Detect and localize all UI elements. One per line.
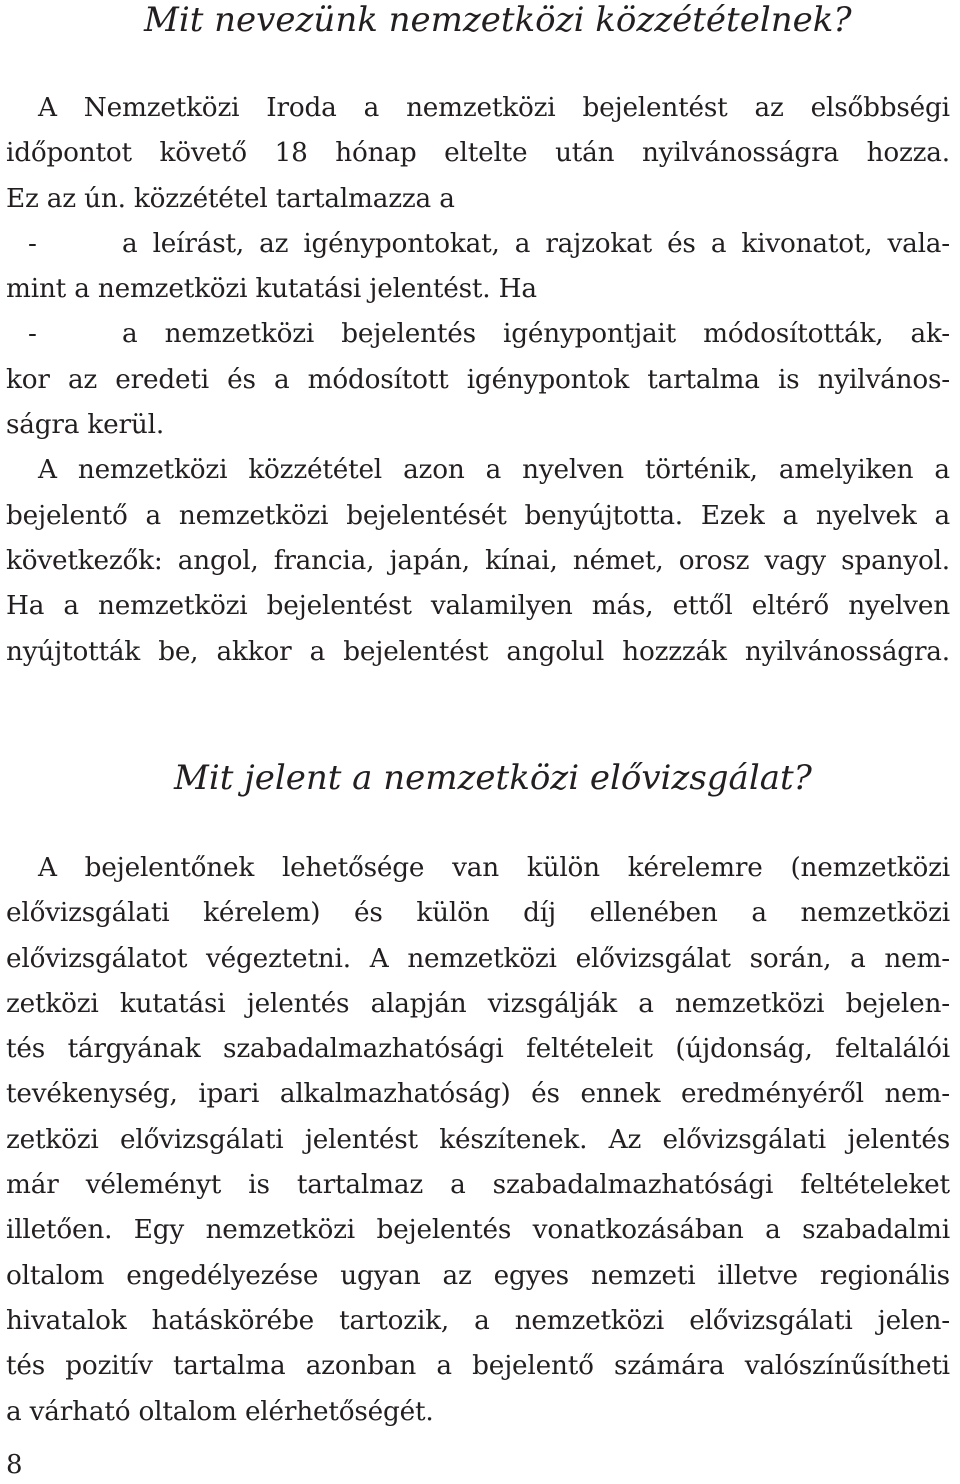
word: során, <box>749 943 832 974</box>
word: elővizsgálati <box>662 1124 826 1155</box>
word: nyújtották <box>6 636 141 667</box>
word: kérelem) <box>203 898 321 929</box>
paragraph-line: Ez az ún. közzététel tartalmazza a <box>6 183 455 214</box>
word: ellenében <box>589 898 718 929</box>
word: engedélyezése <box>126 1260 319 1291</box>
word: leírást, <box>152 228 245 259</box>
word: bejelentőnek <box>84 853 255 883</box>
paragraph-line <box>6 1072 950 1117</box>
word: regionális <box>819 1260 950 1291</box>
word: kor <box>6 364 50 395</box>
word: díj <box>523 898 556 929</box>
word: egyes <box>493 1260 569 1291</box>
word: ettől <box>672 591 733 622</box>
word: elővizsgálati <box>6 898 170 929</box>
word: a <box>309 636 326 667</box>
word: a <box>751 898 767 929</box>
word: a <box>122 319 138 350</box>
word: a <box>363 93 380 123</box>
word: már <box>6 1170 59 1201</box>
word: spanyol. <box>841 545 950 576</box>
word: hónap <box>335 138 417 169</box>
word: tevékenység, <box>6 1079 178 1110</box>
section-heading-publication: Mit nevezünk nemzetközi közzétételnek? <box>144 0 852 40</box>
word: ak- <box>910 319 950 350</box>
word: nemzetközi <box>77 455 228 486</box>
paragraph-line <box>6 358 950 403</box>
word: nemzetközi <box>407 943 557 974</box>
word: és <box>531 1079 560 1110</box>
word: jelentés <box>246 988 350 1019</box>
word: orosz <box>678 545 750 576</box>
word: nyilvános- <box>817 364 950 395</box>
word: és <box>227 364 256 395</box>
word: pozitív <box>65 1351 153 1382</box>
word: a <box>273 364 290 395</box>
word: nemzetközi <box>800 898 950 929</box>
word: módosított <box>307 364 449 395</box>
word: bejelen- <box>845 988 950 1019</box>
word: amelyiken <box>778 455 914 486</box>
word: hozzzák <box>622 636 727 667</box>
word: nemzetközi <box>674 988 825 1019</box>
word: eredményéről <box>681 1079 864 1110</box>
word: bejelentést <box>343 636 489 667</box>
word: a <box>122 228 138 259</box>
word: kutatási <box>119 988 226 1019</box>
word: bejelentő <box>472 1351 594 1382</box>
word: 18 <box>274 138 308 169</box>
word: zetközi <box>6 1124 99 1155</box>
word: tartozik, <box>339 1305 450 1336</box>
word: a <box>638 988 654 1019</box>
paragraph-line <box>6 937 950 982</box>
paragraph-line <box>6 448 950 493</box>
paragraph-line <box>6 1118 950 1163</box>
word: Egy <box>133 1215 185 1246</box>
paragraph-line <box>6 131 950 176</box>
word: hozza. <box>866 138 950 169</box>
paragraph-line <box>6 982 950 1027</box>
word: szabadalmazhatósági <box>492 1170 774 1201</box>
word: vizsgálják <box>487 988 618 1019</box>
paragraph-line <box>6 86 950 131</box>
word: a <box>514 228 531 259</box>
word: tartalmaz <box>296 1170 423 1201</box>
word: A <box>38 93 57 123</box>
word: (nemzetközi <box>790 853 950 883</box>
word: igénypontokat, <box>303 228 500 259</box>
word: az <box>442 1260 472 1291</box>
paragraph-line <box>6 1254 950 1299</box>
word: bejelentő <box>6 500 128 531</box>
word: nyelven <box>848 591 950 622</box>
word: a <box>782 500 798 531</box>
word: angolul <box>506 636 605 667</box>
section-body-publication <box>6 86 950 675</box>
paragraph-line <box>6 584 950 629</box>
word: jelen- <box>877 1305 950 1336</box>
word: szabadalmi <box>802 1215 950 1246</box>
list-item-text <box>122 222 950 267</box>
word: ugyan <box>340 1260 421 1291</box>
word: külön <box>416 898 490 929</box>
word: A <box>38 455 57 486</box>
word: Iroda <box>266 93 337 123</box>
word: a <box>850 943 866 974</box>
word: tartalma <box>172 1351 286 1382</box>
paragraph-line <box>6 1027 950 1072</box>
word: a <box>450 1170 466 1201</box>
word: nemzetközi <box>164 319 315 350</box>
word: és <box>667 228 696 259</box>
word: bejelentés <box>376 1215 512 1246</box>
word: tárgyának <box>67 1034 201 1065</box>
word: ennek <box>580 1079 661 1110</box>
word: Ha <box>6 591 45 622</box>
paragraph-line <box>6 222 950 267</box>
word: Nemzetközi <box>83 93 240 123</box>
word: vagy <box>764 545 826 576</box>
word: igénypontjait <box>503 319 676 350</box>
word: Ezek <box>700 500 765 531</box>
word: nem- <box>884 943 950 974</box>
word: zetközi <box>6 988 99 1019</box>
word: francia, <box>273 545 375 576</box>
word: kínai, <box>485 545 558 576</box>
word: és <box>354 898 383 929</box>
word: (újdonság, <box>675 1034 813 1065</box>
paragraph-line <box>6 630 950 675</box>
section-body-preliminary-examination <box>6 846 950 1435</box>
word: nemzetközi <box>98 591 248 622</box>
word: valószínűsítheti <box>744 1351 950 1382</box>
word: nem- <box>884 1079 950 1110</box>
word: Az <box>608 1124 642 1155</box>
paragraph-line <box>6 1208 950 1253</box>
word: után <box>555 138 615 169</box>
word: a <box>436 1351 452 1382</box>
word: a <box>934 500 950 531</box>
word: nyelven <box>522 455 624 486</box>
word: az <box>67 364 98 395</box>
word: szabadalmazhatósági <box>223 1034 504 1065</box>
word: benyújtotta. <box>524 500 683 531</box>
paragraph-line <box>6 1163 950 1208</box>
word: bejelentést <box>582 93 728 123</box>
word: valamilyen <box>430 591 573 622</box>
word: alkalmazhatóság) <box>279 1079 511 1110</box>
word: eredeti <box>115 364 209 395</box>
word: elsőbbségi <box>810 93 950 123</box>
word: azon <box>403 455 465 486</box>
word: eltérő <box>751 591 830 622</box>
word: elővizsgálati <box>120 1124 284 1155</box>
word: vonatkozásában <box>532 1215 744 1246</box>
word: ipari <box>198 1079 260 1110</box>
word: hivatalok <box>6 1305 127 1336</box>
word: számára <box>613 1351 725 1382</box>
word: végeztetni. <box>206 943 351 974</box>
word: elővizsgálat <box>575 943 731 974</box>
word: történik, <box>644 455 758 486</box>
word: illetve <box>717 1260 798 1291</box>
page-number: 8 <box>6 1450 23 1480</box>
paragraph-line: a várható oltalom elérhetőségét. <box>6 1396 434 1427</box>
word: követő <box>159 138 247 169</box>
word: elővizsgálati <box>689 1305 853 1336</box>
paragraph-line <box>6 891 950 936</box>
paragraph-line <box>6 1299 950 1344</box>
word: eltelte <box>444 138 528 169</box>
word: be, <box>158 636 199 667</box>
word: a <box>765 1215 781 1246</box>
word: tés <box>6 1351 46 1382</box>
word: oltalom <box>6 1260 105 1291</box>
word: nyelvek <box>815 500 917 531</box>
paragraph-line <box>6 312 950 357</box>
word: A <box>38 853 57 883</box>
word: bejelentését <box>346 500 507 531</box>
word: lehetősége <box>281 853 425 883</box>
word: tés <box>6 1034 46 1065</box>
paragraph-line: mint a nemzetközi kutatási jelentést. Ha <box>6 274 537 305</box>
word: a <box>474 1305 490 1336</box>
word: az <box>259 228 289 259</box>
paragraph-line <box>6 846 950 891</box>
word: feltételeket <box>800 1170 950 1201</box>
paragraph-line <box>6 1344 950 1389</box>
word: véleményt <box>85 1170 222 1201</box>
word: illetően. <box>6 1215 113 1246</box>
word: készítenek. <box>439 1124 588 1155</box>
word: akkor <box>216 636 292 667</box>
word: igénypontok <box>466 364 630 395</box>
paragraph-line <box>6 539 950 584</box>
word: van <box>452 853 499 883</box>
paragraph-line: ságra kerül. <box>6 410 164 441</box>
word: alapján <box>370 988 467 1019</box>
word: nemzetközi <box>406 93 556 123</box>
word: is <box>777 364 800 395</box>
list-item-text <box>122 312 950 357</box>
word: rajzokat <box>545 228 652 259</box>
paragraph-line <box>6 494 950 539</box>
word: jelentést <box>304 1124 418 1155</box>
word: is <box>248 1170 270 1201</box>
list-dash: - <box>28 319 37 350</box>
word: tartalma <box>647 364 760 395</box>
word: német, <box>572 545 664 576</box>
word: külön <box>526 853 600 883</box>
word: elővizsgálatot <box>6 943 188 974</box>
word: a <box>934 455 950 486</box>
word: vala- <box>887 228 950 259</box>
word: nemzetközi <box>514 1305 665 1336</box>
word: módosították, <box>703 319 884 350</box>
word: a <box>63 591 79 622</box>
word: közzététel <box>248 455 383 486</box>
word: a <box>145 500 161 531</box>
word: nemzeti <box>590 1260 696 1291</box>
word: angol, <box>177 545 259 576</box>
word: A <box>369 943 389 974</box>
word: azonban <box>305 1351 417 1382</box>
word: nemzetközi <box>178 500 329 531</box>
word: hatáskörébe <box>151 1305 315 1336</box>
list-dash: - <box>28 228 37 259</box>
word: bejelentés <box>341 319 476 350</box>
word: a <box>485 455 502 486</box>
word: feltételeit <box>526 1034 653 1065</box>
word: időpontot <box>6 138 132 169</box>
word: nyilvánosságra <box>642 138 839 169</box>
section-heading-preliminary-examination: Mit jelent a nemzetközi elővizsgálat? <box>174 758 812 798</box>
word: jelentés <box>847 1124 950 1155</box>
word: feltalálói <box>835 1034 950 1065</box>
word: nyilvánosságra. <box>744 636 950 667</box>
word: japán, <box>389 545 470 576</box>
word: kérelemre <box>627 853 763 883</box>
word: nemzetközi <box>205 1215 356 1246</box>
word: más, <box>591 591 654 622</box>
word: kivonatot, <box>741 228 873 259</box>
word: bejelentést <box>266 591 412 622</box>
word: a <box>710 228 727 259</box>
word: az <box>754 93 784 123</box>
word: következők: <box>6 545 163 576</box>
